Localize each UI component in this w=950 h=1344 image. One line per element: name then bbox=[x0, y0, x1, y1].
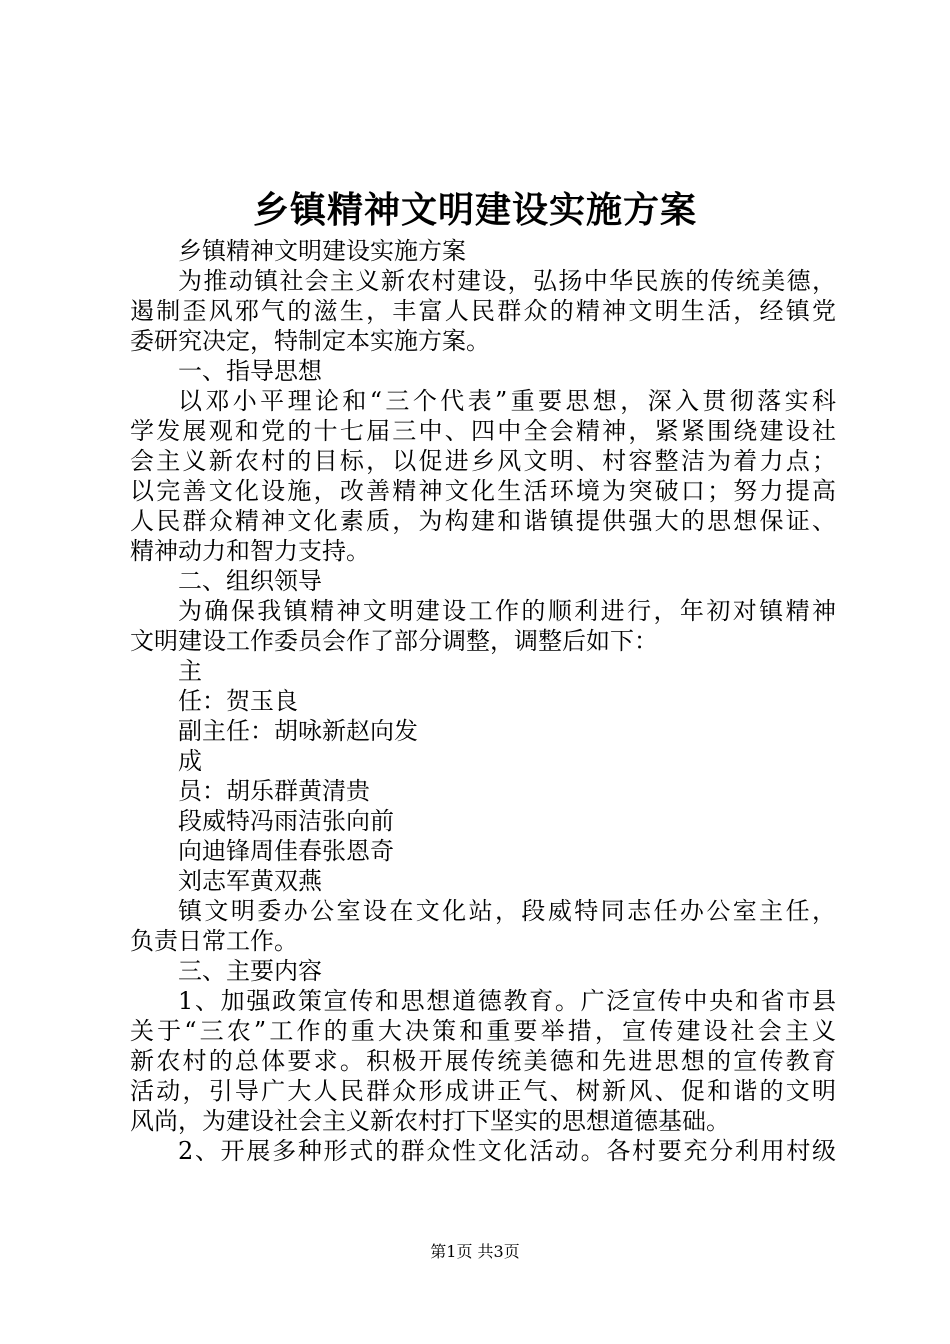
body-line: 任：贺玉良 bbox=[178, 687, 298, 715]
body-line: 新农村的总体要求。积极开展传统美德和先进思想的宣传教育 bbox=[130, 1047, 836, 1075]
body-line: 2、开展多种形式的群众性文化活动。各村要充分利用村级 bbox=[178, 1137, 836, 1165]
body-line: 以完善文化设施，改善精神文化生活环境为突破口；努力提高 bbox=[130, 477, 836, 505]
body-line: 人民群众精神文化素质，为构建和谐镇提供强大的思想保证、 bbox=[130, 507, 836, 535]
body-line: 员：胡乐群黄清贵 bbox=[178, 777, 370, 805]
body-line: 以邓小平理论和“三个代表”重要思想，深入贯彻落实科 bbox=[178, 387, 836, 415]
body-line: 活动，引导广大人民群众形成讲正气、树新风、促和谐的文明 bbox=[130, 1077, 836, 1105]
body-line: 学发展观和党的十七届三中、四中全会精神，紧紧围绕建设社 bbox=[130, 417, 836, 445]
body-line: 段威特冯雨洁张向前 bbox=[178, 807, 394, 835]
body-line: 成 bbox=[178, 747, 202, 775]
body-line: 负责日常工作。 bbox=[130, 927, 298, 955]
body-line: 风尚，为建设社会主义新农村打下坚实的思想道德基础。 bbox=[130, 1107, 730, 1135]
body-line: 1、加强政策宣传和思想道德教育。广泛宣传中央和省市县 bbox=[178, 987, 836, 1015]
body-line: 委研究决定，特制定本实施方案。 bbox=[130, 327, 490, 355]
page-footer: 第1页 共3页 bbox=[430, 1242, 520, 1261]
body-line: 三、主要内容 bbox=[178, 957, 322, 985]
body-line: 副主任：胡咏新赵向发 bbox=[178, 717, 418, 745]
body-line: 主 bbox=[178, 657, 202, 685]
body-line: 文明建设工作委员会作了部分调整，调整后如下： bbox=[130, 627, 658, 655]
body-line: 关于“三农”工作的重大决策和重要举措，宣传建设社会主义 bbox=[130, 1017, 836, 1045]
body-line: 乡镇精神文明建设实施方案 bbox=[178, 237, 466, 265]
body-line: 精神动力和智力支持。 bbox=[130, 537, 370, 565]
body-line: 向迪锋周佳春张恩奇 bbox=[178, 837, 394, 865]
document-body bbox=[130, 236, 836, 1166]
body-line: 为确保我镇精神文明建设工作的顺利进行，年初对镇精神 bbox=[178, 597, 836, 625]
body-line: 遏制歪风邪气的滋生，丰富人民群众的精神文明生活，经镇党 bbox=[130, 297, 836, 325]
body-line: 镇文明委办公室设在文化站，段威特同志任办公室主任， bbox=[178, 897, 836, 925]
body-line: 为推动镇社会主义新农村建设，弘扬中华民族的传统美德， bbox=[178, 267, 836, 295]
body-line: 二、组织领导 bbox=[178, 567, 322, 595]
body-line: 一、指导思想 bbox=[178, 357, 322, 385]
body-line: 刘志军黄双燕 bbox=[178, 867, 322, 895]
document-title: 乡镇精神文明建设实施方案 bbox=[252, 189, 697, 231]
body-line: 会主义新农村的目标，以促进乡风文明、村容整洁为着力点； bbox=[130, 447, 836, 475]
